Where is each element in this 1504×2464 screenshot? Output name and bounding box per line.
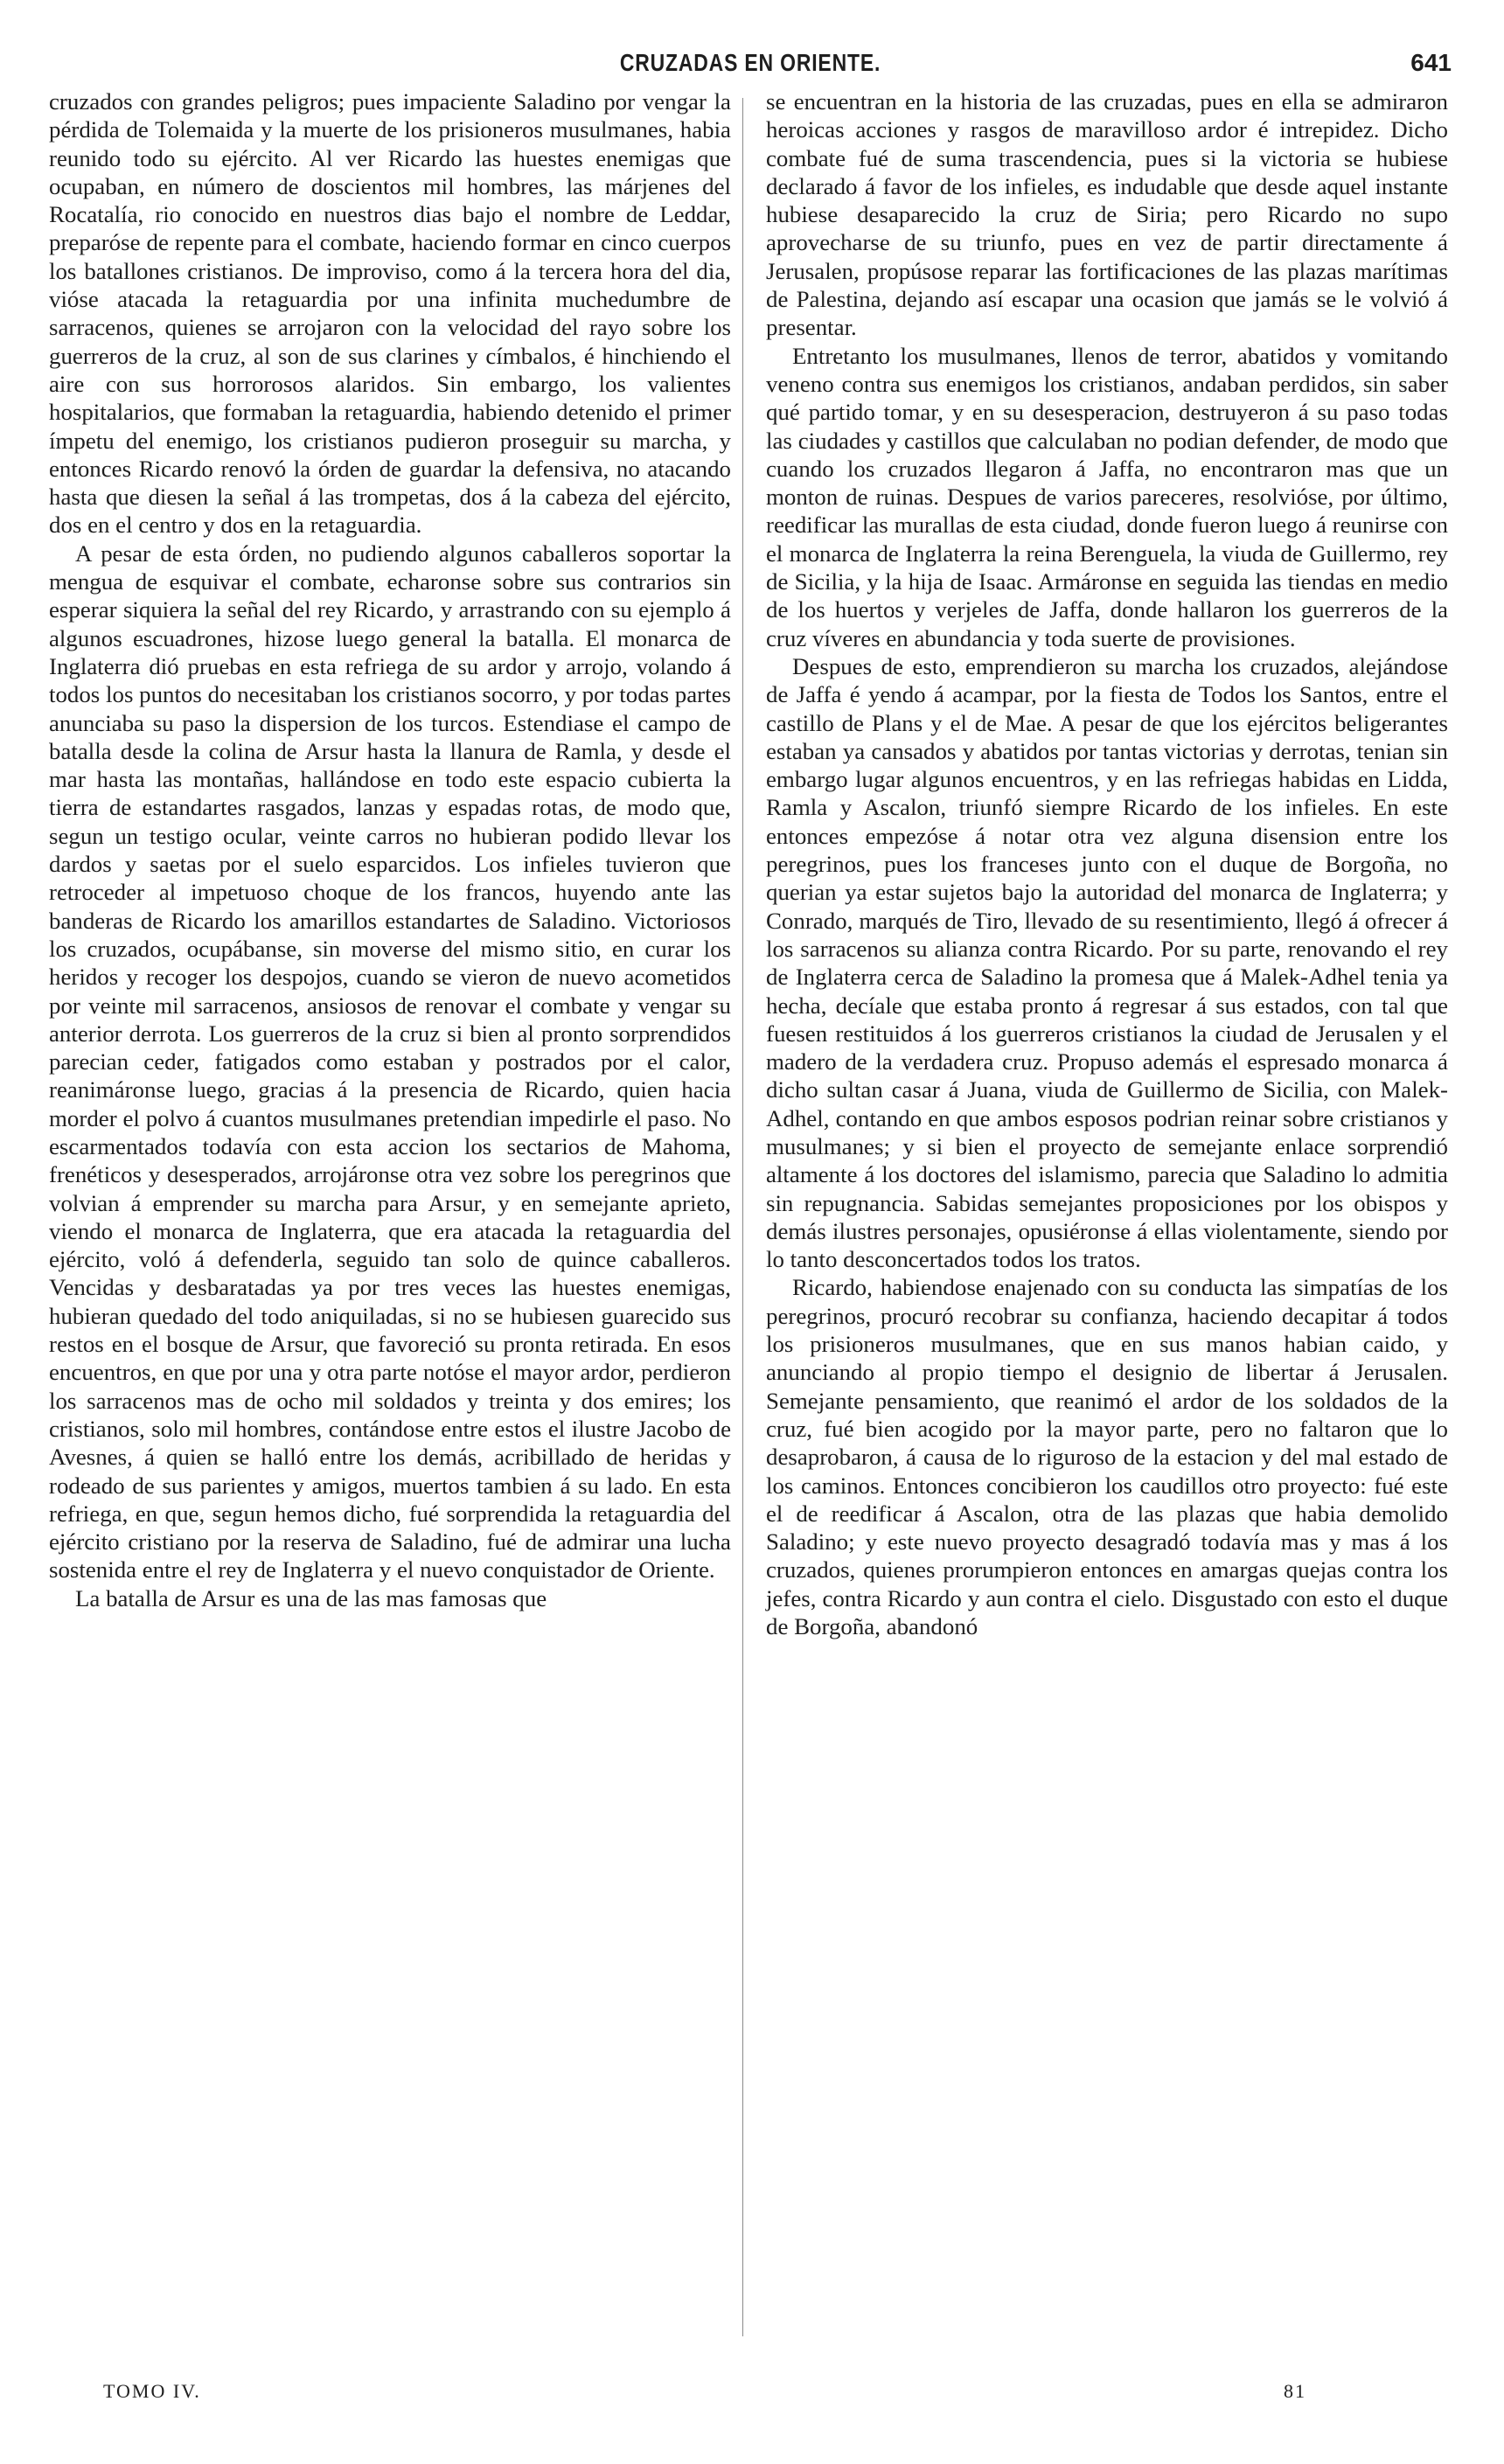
paragraph: Despues de esto, emprendieron su marcha los cruzados, alejándose de Jaffa é yendo á acampar, por la fiesta de Todos los Santos, entre el castillo de Plans y el de Mae. A pesar de que los ejércitos beligerantes estaban ya cansados y abatidos por tantas victorias y derrotas, tenian sin embargo lugar algunos encuentros, y en las refriegas habidas en Lidda, Ramla y Ascalon, triunfó siempre Ricardo de los infieles. En este entonces empezóse á notar otra vez alguna disension entre los peregrinos, pues los franceses junto con el duque de Borgoña, no querian ya estar sujetos bajo la autoridad del monarca de Inglaterra; y Conrado, marqués de Tiro, llevado de su resentimiento, llegó á ofrecer á los sarracenos su alianza contra Ricardo. Por su parte, renovando el rey de Inglaterra cerca de Saladino la promesa que á Malek-Adhel tenia ya hecha, decíale que estaba pronto á regresar á sus estados, con tal que fuesen restituidos á los guerreros cristianos la ciudad de Jerusalen y el madero de la verdadera cruz. Propuso además el espresado monarca á dicho sultan casar á Juana, viuda de Guillermo de Sicilia, con Malek-Adhel, contando en que ambos esposos podrian reinar sobre cristianos y musulmanes; y si bien el proyecto de semejante enlace sorprendió altamente á los doctores del islamismo, parecia que Saladino lo admitia sin repugnancia. Sabidas semejantes proposiciones por los obispos y demás ilustres personajes, opusiéronse á ellas violentamente, siendo por lo tanto desconcertados todos los tratos. xyxy=(766,652,1448,1273)
paragraph: Entretanto los musulmanes, llenos de terror, abatidos y vomitando veneno contra sus enemigos los cristianos, andaban perdidos, sin saber qué partido tomar, y en su desesperacion, destruyeron á su paso todas las ciudades y castillos que calculaban no podian defender, de modo que cuando los cruzados llegaron á Jaffa, no encontraron mas que un monton de ruinas. Despues de varios pareceres, resolvióse, por último, reedificar las murallas de esta ciudad, donde fueron luego á reunirse con el monarca de Inglaterra la reina Berenguela, la viuda de Guillermo, rey de Sicilia, y la hija de Isaac. Armáronse en seguida las tiendas en medio de los huertos y verjeles de Jaffa, donde hallaron los guerreros de la cruz víveres en abundancia y toda suerte de provisiones. xyxy=(766,342,1448,651)
page-header xyxy=(49,49,1452,84)
signature-mark: 81 xyxy=(1284,2380,1306,2402)
volume-label: TOMO IV. xyxy=(103,2380,201,2402)
column-divider xyxy=(742,98,743,2336)
page-number: 641 xyxy=(1410,49,1452,76)
running-title: CRUZADAS EN ORIENTE. xyxy=(619,49,881,76)
paragraph: se encuentran en la historia de las cruzadas, pues en ella se admiraron heroicas acciones y rasgos de maravilloso ardor é intrepidez. Dicho combate fué de suma trascendencia, pues si la victoria se hubiese declarado á favor de los infieles, es indudable que desde aquel instante hubiese desaparecido la cruz de Siria; pero Ricardo no supo aprovecharse de su triunfo, pues en vez de partir directamente á Jerusalen, propúsose reparar las fortificaciones de las plazas marítimas de Palestina, dejando así escapar una ocasion que jamás se le volvió á presentar. xyxy=(766,88,1448,341)
paragraph: cruzados con grandes peligros; pues impaciente Saladino por vengar la pérdida de Tolemaida y la muerte de los prisioneros musulmanes, habia reunido todo su ejército. Al ver Ricardo las huestes enemigas que ocupaban, en número de doscientos mil hombres, las márjenes del Rocatalía, rio conocido en nuestros dias bajo el nombre de Leddar, preparóse de repente para el combate, haciendo formar en cinco cuerpos los batallones cristianos. De improviso, como á la tercera hora del dia, vióse atacada la retaguardia por una infinita muchedumbre de sarracenos, quienes se arrojaron con la velocidad del rayo sobre los guerreros de la cruz, al son de sus clarines y címbalos, é hinchiendo el aire con sus horrorosos alaridos. Sin embargo, los valientes hospitalarios, que formaban la retaguardia, habiendo detenido el primer ímpetu del enemigo, los cristianos pudieron proseguir su marcha, y entonces Ricardo renovó la órden de guardar la defensiva, no atacando hasta que diesen la señal á las trompetas, dos á la cabeza del ejército, dos en el centro y dos en la retaguardia. xyxy=(49,88,731,539)
left-column xyxy=(49,87,731,1612)
right-column xyxy=(766,87,1448,1640)
paragraph: A pesar de esta órden, no pudiendo algunos caballeros soportar la mengua de esquivar el combate, echaronse sobre sus contrarios sin esperar siquiera la señal del rey Ricardo, y arrastrando con su ejemplo á algunos escuadrones, hizose luego general la batalla. El monarca de Inglaterra dió pruebas en esta refriega de su ardor y arrojo, volando á todos los puntos do necesitaban los cristianos socorro, y por todas partes anunciaba su paso la dispersion de los turcos. Estendiase el campo de batalla desde la colina de Arsur hasta la llanura de Ramla, y desde el mar hasta las montañas, hallándose en todo este espacio cubierta la tierra de estandartes rasgados, lanzas y espadas rotas, de modo que, segun un testigo ocular, veinte carros no hubieran podido llevar los dardos y saetas por el suelo esparcidos. Los infieles tuvieron que retroceder al impetuoso choque de los francos, huyendo ante las banderas de Ricardo los amarillos estandartes de Saladino. Victoriosos los cruzados, ocupábanse, sin moverse del mismo sitio, en curar los heridos y recoger los despojos, cuando se vieron de nuevo acometidos por veinte mil sarracenos, ansiosos de renovar el combate y vengar su anterior derrota. Los guerreros de la cruz si bien al pronto sorprendidos parecian ceder, fatigados como estaban y postrados por el calor, reanimáronse luego, gracias á la presencia de Ricardo, quien hacia morder el polvo á cuantos musulmanes pretendian impedirle el paso. No escarmentados todavía con esta accion los sectarios de Mahoma, frenéticos y desesperados, arrojáronse otra vez sobre los peregrinos que volvian á emprender su marcha para Arsur, y en semejante aprieto, viendo el monarca de Inglaterra, que era atacada la retaguardia del ejército, voló á defenderla, seguido tan solo de quince caballeros. Vencidas y desbaratadas ya por tres veces las huestes enemigas, hubieran quedado del todo aniquiladas, si no se hubiesen guarecido sus restos en el bosque de Arsur, que favoreció su pronta retirada. En esos encuentros, en que por una y otra parte notóse el mayor ardor, perdieron los sarracenos mas de ocho mil soldados y treinta y dos emires; los cristianos, solo mil hombres, contándose entre estos el ilustre Jacobo de Avesnes, á quien se halló entre los demás, acribillado de heridas y rodeado de sus parientes y amigos, muertos tambien á su lado. En esta refriega, en que, segun hemos dicho, fué sorprendida la retaguardia del ejército cristiano por la reserva de Saladino, fué de admirar una lucha sostenida entre el rey de Inglaterra y el nuevo conquistador de Oriente. xyxy=(49,539,731,1584)
paragraph: La batalla de Arsur es una de las mas famosas que xyxy=(75,1584,547,1611)
paragraph: Ricardo, habiendose enajenado con su conducta las simpatías de los peregrinos, procuró recobrar su confianza, haciendo decapitar á todos los prisioneros musulmanes, que en sus manos habian caido, y anunciando al propio tiempo el designio de libertar á Jerusalen. Semejante pensamiento, que reanimó el ardor de los soldados de la cruz, fué bien acogido por la mayor parte, pero no faltaron que lo desaprobaron, á causa de lo riguroso de la estacion y del mal estado de los caminos. Entonces concibieron los caudillos otro proyecto: fué este el de reedificar á Ascalon, otra de las plazas que habia demolido Saladino; y este nuevo proyecto desagradó todavía mas y mas á los cruzados, quienes prorumpieron entonces en amargas quejas contra los jefes, contra Ricardo y aun contra el cielo. Disgustado con esto el duque de Borgoña, abandonó xyxy=(766,1274,1448,1640)
